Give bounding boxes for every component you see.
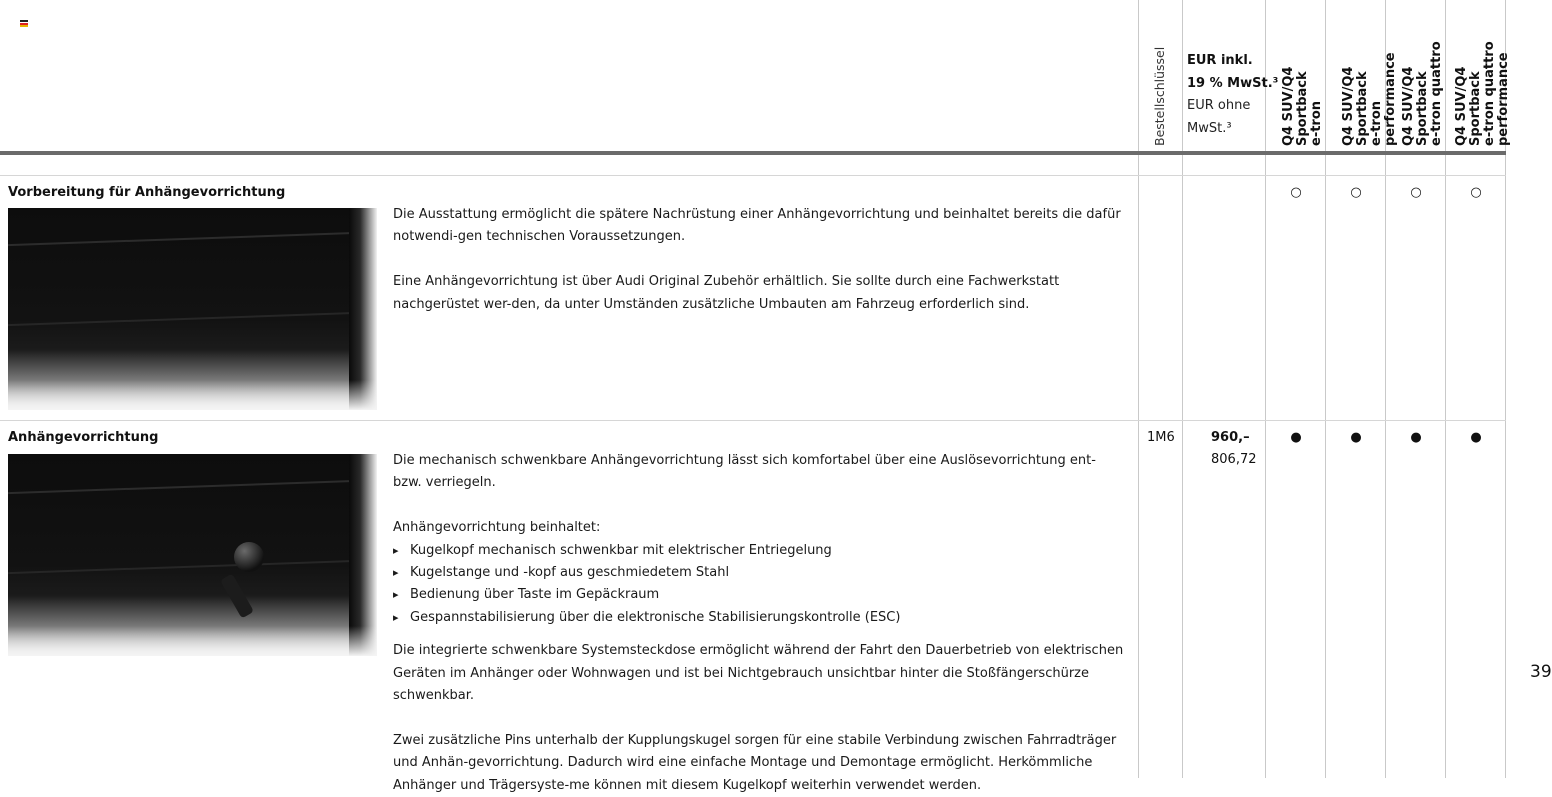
description-paragraph: Eine Anhängevorrichtung ist über Audi Original Zubehör erhältlich. Sie sollte durch eine Fachwerkstatt nachgerüstet wer-den, da unter Umständen zusätzliche Umbauten am Fahrzeug erforderlich sind.: [393, 274, 1060, 312]
header-rule: [0, 151, 1506, 155]
availability-standard: ●: [1350, 430, 1362, 445]
feature-list: [393, 540, 1128, 630]
header-price: [1187, 50, 1278, 140]
description-paragraph: Zwei zusätzliche Pins unterhalb der Kupplungskugel sorgen für eine stabile Verbindung zwischen Fahrradträger und Anhän-gevorrichtung. Dadurch wird eine einfache Montage und Demontage ermöglicht. Herkömmliche Anhänger und Trägersyste-me können mit diesem Kugelkopf weiterhin verwendet werden.: [393, 732, 1117, 793]
row-divider: [0, 420, 1506, 421]
rear-bumper-photo: [8, 208, 377, 410]
tow-hitch-photo: [8, 454, 377, 656]
column-divider: [1138, 0, 1139, 778]
item-description: [393, 450, 1128, 797]
availability-optional: ○: [1410, 185, 1422, 200]
column-divider: [1325, 0, 1326, 778]
item-description: [393, 204, 1128, 316]
price-excl-vat: 806,72: [1211, 452, 1257, 468]
list-intro: Anhängevorrichtung beinhaltet:: [393, 520, 601, 536]
description-paragraph: Die integrierte schwenkbare Systemsteckdose ermöglicht während der Fahrt den Dauerbetrieb von elektrischen Geräten im Anhänger oder Wohnwagen und ist bei Nichtgebrauch unsichtbar hinter die Stoßfängerschürze schwenkbar.: [393, 643, 1124, 704]
header-bestellschluessel: Bestellschlüssel: [1152, 46, 1167, 146]
description-paragraph: Die Ausstattung ermöglicht die spätere Nachrüstung einer Anhängevorrichtung und beinhaltet bereits die dafür notwendi-gen technischen Voraussetzungen.: [393, 207, 1121, 245]
header-eur-incl-2: 19 % MwSt.³: [1187, 75, 1279, 91]
item-title: Anhängevorrichtung: [8, 430, 159, 445]
header-eur-incl-1: EUR inkl.: [1187, 53, 1253, 68]
availability-optional: ○: [1470, 185, 1482, 200]
item-title: Vorbereitung für Anhängevorrichtung: [8, 185, 286, 200]
header-eur-excl-1: EUR ohne: [1187, 98, 1251, 113]
header-model-1: Q4 SUV/Q4 Sportback e-tron: [1281, 66, 1324, 146]
availability-standard: ●: [1470, 430, 1482, 445]
description-paragraph: Die mechanisch schwenkbare Anhängevorrichtung lässt sich komfortabel über eine Auslösevorrichtung ent- bzw. verriegeln.: [393, 453, 1096, 491]
header-divider: [0, 175, 1506, 176]
list-item: ▸ Kugelkopf mechanisch schwenkbar mit elektrischer Entriegelung: [393, 540, 1128, 562]
column-divider: [1445, 0, 1446, 778]
price: [1211, 427, 1257, 472]
availability-optional: ○: [1350, 185, 1362, 200]
availability-standard: ●: [1290, 430, 1302, 445]
order-code: 1M6: [1147, 430, 1175, 445]
availability-standard: ●: [1410, 430, 1422, 445]
availability-optional: ○: [1290, 185, 1302, 200]
header-model-2: Q4 SUV/Q4 Sportback e-tron performance: [1341, 52, 1398, 146]
header-model-4: Q4 SUV/Q4 Sportback e-tron quattro performance: [1454, 41, 1511, 146]
germany-flag-icon: [20, 20, 28, 27]
list-item: ▸ Kugelstange und -kopf aus geschmiedetem Stahl: [393, 562, 1128, 584]
column-divider: [1182, 0, 1183, 778]
header-eur-excl-2: MwSt.³: [1187, 120, 1232, 136]
list-item: ▸ Gespannstabilisierung über die elektronische Stabilisierungskontrolle (ESC): [393, 607, 1128, 629]
header-model-3: Q4 SUV/Q4 Sportback e-tron quattro: [1401, 41, 1444, 146]
page-number: 39: [1530, 662, 1552, 682]
list-item: ▸ Bedienung über Taste im Gepäckraum: [393, 584, 1128, 606]
price-incl-vat: 960,–: [1211, 430, 1250, 445]
